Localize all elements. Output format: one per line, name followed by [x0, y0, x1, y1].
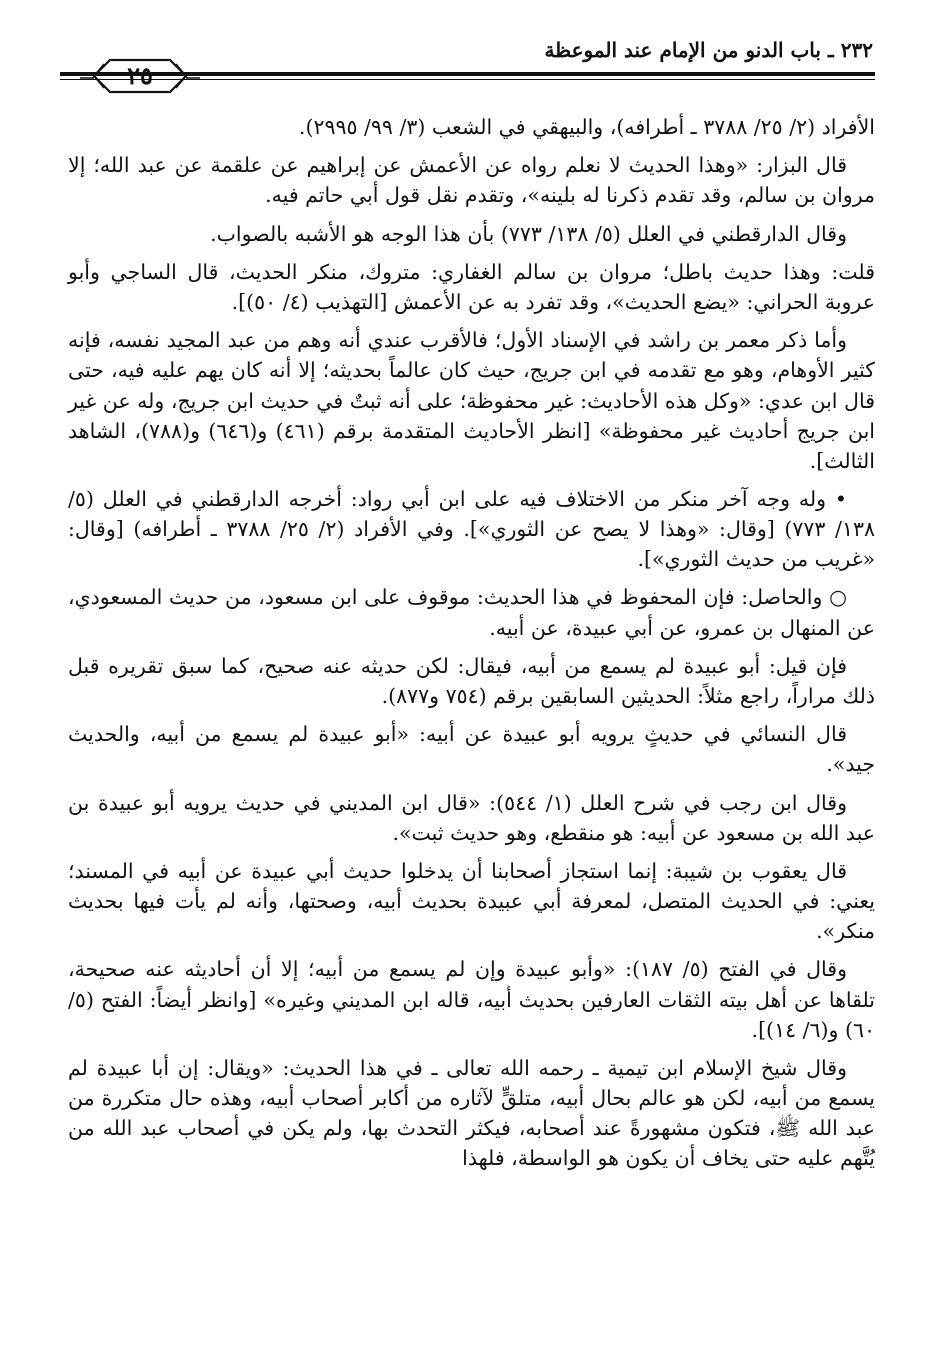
paragraph: وأما ذكر معمر بن راشد في الإسناد الأول؛ فالأقرب عندي أنه وهم من عبد المجيد نفسه، فإنه كثير الأوهام، وهو مع تقدمه في ابن جريج، حيث كان عالماً بحديثه؛ إلا أنه كان يهم عليه فيه، حتى قال ابن عدي: «وكل هذه الأحاديث: غير محفوظة؛ على أنه ثبتٌ في حديث ابن جريج، وله عن غير ابن جريج أحاديث غير محفوظة» [انظر الأحاديث المتقدمة برقم (٤٦١) و(٦٤٦) و(٧٨٨)، الشاهد الثالث].: [68, 328, 876, 473]
paragraph: وقال في الفتح (٥/ ١٨٧): «وأبو عبيدة وإن لم يسمع من أبيه؛ إلا أن أحاديثه عنه صحيحة، تلقاها عن أهل بيته الثقات العارفين بحديث أبيه، قاله ابن المديني وغيره» [وانظر أيضاً: الفتح (٥/ ٦٠) و(٦/ ١٤)].: [68, 957, 875, 1042]
page-number: ٢٥: [127, 61, 153, 90]
main-text: [68, 112, 875, 1181]
paragraph: وقال الدارقطني في العلل (٥/ ١٣٨/ ٧٧٣) بأن هذا الوجه هو الأشبه بالصواب.: [210, 221, 847, 246]
paragraph: وقال ابن رجب في شرح العلل (١/ ٥٤٤): «قال ابن المديني في حديث يرويه أبو عبيدة بن عبد الله بن مسعود عن أبيه: هو منقطع، وهو حديث ثبت».: [68, 790, 875, 845]
paragraph: فإن قيل: أبو عبيدة لم يسمع من أبيه، فيقال: لكن حديثه عنه صحيح، كما سبق تقريره قبل ذلك مراراً، راجع مثلاً: الحديثين السابقين برقم (٧٥٤ و٨٧٧).: [68, 653, 875, 708]
paragraph: قال النسائي في حديثٍ يرويه أبو عبيدة عن أبيه: «أبو عبيدة لم يسمع من أبيه، والحديث جيد».: [68, 722, 875, 777]
running-title: ٢٣٢ ـ باب الدنو من الإمام عند الموعظة: [544, 38, 873, 62]
header-divider: [60, 72, 875, 80]
paragraph: ○ والحاصل: فإن المحفوظ في هذا الحديث: موقوف على ابن مسعود، من حديث المسعودي، عن المنهال بن عمرو، عن أبي عبيدة، عن أبيه.: [68, 585, 875, 640]
paragraph: قلت: وهذا حديث باطل؛ مروان بن سالم الغفاري: متروك، منكر الحديث، قال الساجي وأبو عروبة الحراني: «يضع الحديث»، وقد تفرد به عن الأعمش [التهذيب (٤/ ٥٠)].: [68, 259, 875, 315]
paragraph: الأفراد (٢/ ٢٥/ ٣٧٨٨ ـ أطرافه)، والبيهقي في الشعب (٣/ ٩٩/ ٢٩٩٥).: [298, 115, 875, 139]
paragraph: • وله وجه آخر منكر من الاختلاف فيه على ابن أبي رواد: أخرجه الدارقطني في العلل (٥/ ١٣٨/ ٧٧٣) [وقال: «وهذا لا يصح عن الثوري»]. وفي الأفراد (٢/ ٢٥/ ٣٧٨٨ ـ أطرافه) [وقال: «غريب من حديث الثوري»].: [68, 486, 875, 572]
paragraph: وقال شيخ الإسلام ابن تيمية ـ رحمه الله تعالى ـ في هذا الحديث: «ويقال: إن أبا عبيدة لم يسمع من أبيه، لكن هو عالم بحال أبيه، متلقٍّ لآثاره من أكابر أصحاب أبيه، وهذه حال متكررة من عبد الله ﷺ، فتكون مشهورةً عند أصحابه، فيكثر التحدث بها، ولم يكن في أصحاب عبد الله من يُتَّهم عليه حتى يخاف أن يكون هو الواسطة، فلهذا: [68, 1055, 875, 1171]
paragraph: قال يعقوب بن شيبة: إنما استجاز أصحابنا أن يدخلوا حديث أبي عبيدة عن أبيه في المسند؛ يعني: في الحديث المتصل، لمعرفة أبي عبيدة بحديث أبيه، وصحتها، وأنه لم يأت فيها بحديث منكر».: [68, 858, 875, 944]
paragraph: قال البزار: «وهذا الحديث لا نعلم رواه عن الأعمش عن إبراهيم عن علقمة عن عبد الله؛ إلا مروان بن سالم، وقد تقدم ذكرنا له بلينه»، وتقدم نقل قول أبي حاتم فيه.: [68, 153, 875, 208]
